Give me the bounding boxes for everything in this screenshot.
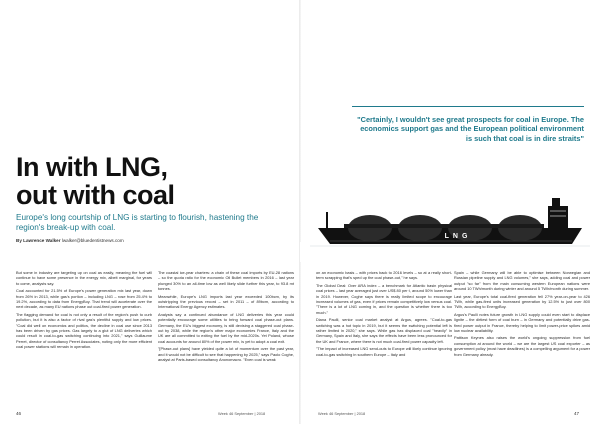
paragraph: Meanwhile, Europe's LNG imports last year exceeded 100bcm, by its outstripping the previous record – set in 2011 – of 89bcm, according to International Energy Agency estimates.: [158, 293, 294, 310]
left-page-number: 46: [16, 411, 22, 416]
body-column-1: [16, 270, 152, 352]
article-headline: [16, 153, 286, 209]
paragraph: "[Phase-out plans] have yielded quite a lot of momentum over the past year, and it would not be difficult to see that happening by 2025," says Paolo Coghe, analyst at Paris-based consultancy Anonomacro. "Even coal is weak: [158, 346, 294, 363]
paragraph: Pattison Keynes also raises the world's ongoing suppression from fuel consumption at around the world – we are the largest US coal exporter – as government policy (most have deadlines) is a compelling argument for a power from Germany already.: [454, 335, 590, 357]
article-byline: [16, 238, 286, 244]
body-column-3: [316, 270, 452, 359]
lng-tanker-icon: [300, 192, 600, 262]
body-column-2: [158, 270, 294, 365]
headline-line-2: out with coal: [16, 180, 175, 210]
paragraph: Coal accounted for 21.5% of Europe's power generation mix last year, down from 26% in 2013, while gas's portion – including LNG – rose from 25.4% to 19.2%, according to data from EnergyBoy. That trend will accelerate over the next decade, as many EU nations phase out coal-fired power generation.: [16, 288, 152, 310]
paragraph: Spain – while Germany will be able to optimise between Norwegian and Russian pipeline supply and LNG volumes," she says, adding coal and power output "so far" from the main consuming western European nations were around 10 TWh/month during winter and around 5 TWh/month during summer.: [454, 270, 590, 292]
byline-email: lwalker@bluedentistnews.com: [61, 238, 124, 243]
paragraph: Analysts say a continued abundance of LNG deliveries this year could potentially encourage some utilities to bring forward coal phase-out plans. Germany, the EU's biggest economy, is still devising a staggered coal phase-out by 2038, while the region's other major economies France, Italy and the UK are all committed to exiting the fuel by the mid-2020s. Yet Poland, whose coal accounts for around 80% of the power mix, is yet to adopt a coal exit.: [158, 311, 294, 344]
left-footer: Week 46 September | 2018: [218, 411, 266, 416]
paragraph: "The impact of increased LNG send-outs to Europe will likely continue ignoring coal-to-gas switching in southern Europe – Italy and: [316, 346, 452, 357]
pull-quote: "Certainly, I wouldn't see great prospects for coal in Europe. The economics support gas and the European political environment is such that coal is in dire straits": [357, 115, 584, 143]
right-page-number: 47: [574, 411, 580, 416]
paragraph: Last year, Europe's total coal-fired generation fell 27% year-on-year to 426 TWh, while gas-fired units increased generation by 12.5% to just over 800 TWh, according to EnergyBoy.: [454, 293, 590, 310]
paragraph: Diana Paulli, senior coal market analyst at Argus, agrees. "Coal-to-gas switching was a hot topic in 2019, but it seems the switching potential left is rather limited in 2020," she says. While gas has displaced coal "heavily" in Germany, Spain and Italy, she says the effects have been less pronounced for the UK and France, where there is not much coal-fired power capacity left.: [316, 317, 452, 344]
paragraph: The coastal ice-year charters: a chain of these coal imports by EU-28 nations – so the quota ratio for the economic Oil Bullet members in 2016 – last year plunged 30% to an all-time low as well likely slide further this year, to 93.8 mt tonnes.: [158, 270, 294, 292]
body-column-4: [454, 270, 590, 359]
byline-name: By Lawrence Walker: [16, 238, 61, 243]
paragraph: The flagging demand for coal is not only a result of the region's push to curb pollution, but it is also a factor of rival gas's plentiful supply and low prices. "Coal did well on economics and politics, the decline in coal use since 2013 has been driven by gas prices. Gas largely to a glut of LNG deliveries which could result in coal-to-gas switching continuing into 2021," says Guillaume Perret, director of consultancy Perret Associates, noting only the more efficient coal power stations will remain in operation.: [16, 311, 152, 350]
headline-line-1: In with LNG,: [16, 152, 168, 182]
paragraph: The Global Deal: Over ARA index – a benchmark for Atlantic basin physical coal prices – last year averaged just over US$ 80 per t, around 50% lower than in 2019. However, Coghe says there is really limited scope to encourage increased volumes of gas, even if prices remain competitively low versus coal. "There is a lot of LNG coming in, and the question is whether there is too much.": [316, 282, 452, 315]
right-footer: Week 46 September | 2018: [318, 411, 366, 416]
ship-hull-label: LNG: [444, 233, 472, 240]
paragraph: But some in industry are targeting up on coal as easily, meaning the fuel will continue to have some presence in the energy mix, albeit marginal, for years to come, analysts say.: [16, 270, 152, 286]
paragraph: on an economic basis – with prices back to 2016 levels – so at a really short-term scrapping that's sped up the coal phase-out," he says.: [316, 270, 452, 281]
article-standfirst: Europe's long courtship of LNG is starting to flourish, hastening the region's break-up with coal.: [16, 213, 259, 232]
paragraph: Argus's Paulli notes future growth in LNG supply could even start to displace lignite – the dirtiest form of coal burn – in Germany and potentially drive gas-fired power output in France, thereby helping to limit power-price spikes amid low nuclear availability.: [454, 311, 590, 334]
pull-quote-rule: [352, 106, 584, 107]
